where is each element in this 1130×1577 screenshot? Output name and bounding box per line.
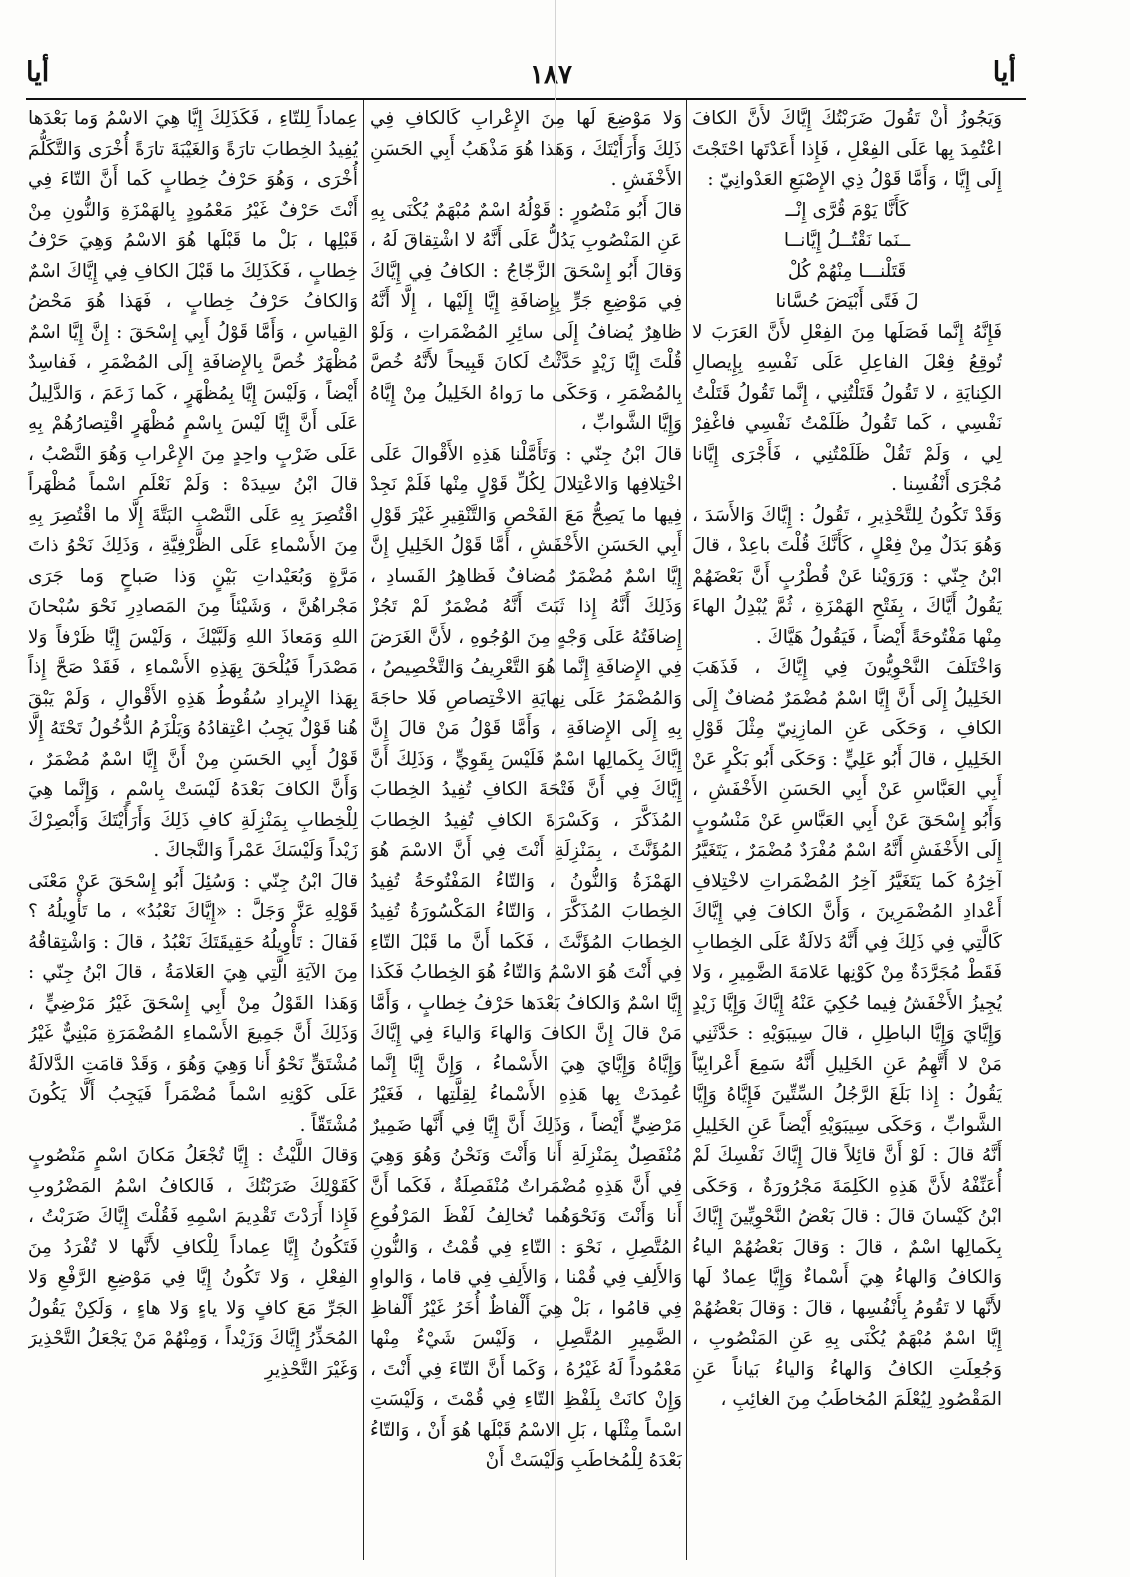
header-rule — [26, 98, 1026, 100]
page-header — [0, 56, 1130, 92]
verse-line: قَتَلْنـــا مِنْهُمْ كُلْ — [787, 260, 907, 282]
paragraph: عِماداً لِلتّاءِ ، فَكَذَلِكَ إِيَّا هِيَ الاسْمُ وَما بَعْدَها يُفِيدُ الخِطابَ تارَةً وَالغَيْبَةَ تارَةً أُخْرَى وَالتَّكَلُّمَ أُخْرَى ، وَهُوَ حَرْفُ خِطابٍ كَما أَنَّ التّاءَ فِي أَنْتَ حَرْفٌ غَيْرُ مَعْمُودٍ بِالهَمْزَةِ وَالنُّونِ مِنْ قَبْلِها ، بَلْ ما قَبْلَها هُوَ الاسْمُ وَهِيَ حَرْفُ خِطابٍ ، فَكَذَلِكَ ما قَبْلَ الكافِ فِي إِيَّاكَ اسْمٌ وَالكافُ حَرْفُ خِطابٍ ، فَهَذا هُوَ مَحْضُ القِياسِ ، وَأَمَّا قَوْلُ أَبِي إِسْحَقَ : إِنَّ إِيَّا اسْمٌ مُظْهَرٌ خُصَّ بِالإِضافَةِ إِلَى المُضْمَرِ ، فَفاسِدٌ أَيْضاً ، وَلَيْسَ إِيَّا بِمُظْهَرٍ ، كَما زَعَمَ ، وَالدَّلِيلُ عَلَى أَنَّ إِيَّا لَيْسَ بِاسْمٍ مُظْهَرٍ اقْتِصارُهُمْ بِهِ عَلَى ضَرْبٍ واحِدٍ مِنَ الإِعْرابِ وَهُوَ النَّصْبُ ، قالَ ابْنُ سِيدَهْ : وَلَمْ نَعْلَمِ اسْماً مُظْهَراً اقْتُصِرَ بِهِ عَلَى النَّصْبِ البَتَّةَ إِلَّا ما اقْتُصِرَ بِهِ مِنَ الأَسْماءِ عَلَى الظَّرْفِيَّةِ ، وَذَلِكَ نَحْوُ ذاتَ مَرَّةٍ وَبُعَيْداتِ بَيْنٍ وَذا صَباحٍ وَما جَرَى مَجْراهُنَّ ، وَشَيْئاً مِنَ المَصادِرِ نَحْوَ سُبْحانَ اللهِ وَمَعاذَ اللهِ وَلَبَّيْكَ ، وَلَيْسَ إِيَّا ظَرْفاً وَلا مَصْدَراً فَيُلْحَقَ بِهَذِهِ الأَسْماءِ ، فَقَدْ صَحَّ إِذاً بِهَذا الإِيرادِ سُقُوطُ هَذِهِ الأَقْوالِ ، وَلَمْ يَبْقَ هُنا قَوْلٌ يَجِبُ اعْتِقادُهُ وَيَلْزَمُ الدُّخُولُ تَحْتَهُ إِلَّا قَوْلُ أَبِي الحَسَنِ مِنْ أَنَّ إِيَّا اسْمٌ مُضْمَرٌ ، وَأَنَّ الكافَ بَعْدَهُ لَيْسَتْ بِاسْمٍ ، وَإِنَّما هِيَ لِلْخِطابِ بِمَنْزِلَةِ كافِ ذَلِكَ وَأَرَأَيْتَكَ وَأَبْصِرْكَ زَيْداً وَلَيْسَكَ عَمْراً وَالنَّجاكَ . — [28, 108, 358, 861]
text-column-left — [28, 104, 358, 1554]
paragraph: قالَ أَبُو مَنْصُورٍ : قَوْلُهُ اسْمٌ مُبْهَمٌ يُكْنَى بِهِ عَنِ المَنْصُوبِ يَدُلُّ عَلَى أَنَّهُ لا اشْتِقاقَ لَهُ ، وَقالَ أَبُو إِسْحَقَ الزَّجّاجُ : الكافُ فِي إِيَّاكَ فِي مَوْضِعِ جَرٍّ بِإِضافَةِ إِيَّا إِلَيْها ، إِلَّا أَنَّهُ ظاهِرٌ يُضافُ إِلَى سائِرِ المُضْمَراتِ ، وَلَوْ قُلْتَ إِيَّا زَيْدٍ حَدَّثْتُ لَكانَ قَبِيحاً لأَنَّهُ خُصَّ بِالمُضْمَرِ ، وَحَكَى ما رَواهُ الخَلِيلُ مِنْ إِيَّاهُ وَإِيَّا الشَّوابِّ ، — [370, 199, 682, 434]
running-headword-right: أيا — [992, 57, 1016, 88]
paragraph: وَقالَ اللَّيْثُ : إِيَّا تُجْعَلُ مَكانَ اسْمٍ مَنْصُوبٍ كَقَوْلِكَ ضَرَبْتُكَ ، فَالكافُ اسْمُ المَضْرُوبِ فَإِذا أَرَدْتَ تَقْدِيمَ اسْمِهِ فَقُلْتَ إِيَّاكَ ضَرَبْتُ ، فَتَكُونُ إِيَّا عِماداً لِلْكافِ لأَنَّها لا تُفْرَدُ مِنَ الفِعْلِ ، وَلا تَكُونُ إِيَّا فِي مَوْضِعِ الرَّفْعِ وَلا الجَرِّ مَعَ كافٍ وَلا ياءٍ وَلا هاءٍ ، وَلَكِنْ يَقُولُ المُحَذِّرُ إِيَّاكَ وَزَيْداً ، وَمِنْهُمْ مَنْ يَجْعَلُ التَّحْذِيرَ وَغَيْرَ التَّحْذِيرِ — [28, 1145, 358, 1380]
paragraph: وَاخْتَلَفَ النَّحْوِيُّونَ فِي إِيَّاكَ ، فَذَهَبَ الخَلِيلُ إِلَى أَنَّ إِيَّا اسْمٌ مُضْمَرٌ مُضافٌ إِلَى الكافِ ، وَحَكَى عَنِ المازِنِيّ مِثْلَ قَوْلِ الخَلِيلِ ، قالَ أَبُو عَلِيٍّ : وَحَكَى أَبُو بَكْرٍ عَنْ أَبِي العَبَّاسِ عَنْ أَبِي الحَسَنِ الأَخْفَشِ ، وَأَبُو إِسْحَقَ عَنْ أَبِي العَبَّاسِ عَنْ مَنْسُوبٍ إِلَى الأَخْفَشِ أَنَّهُ اسْمٌ مُفْرَدٌ مُضْمَرٌ ، يَتَغَيَّرُ آخِرُهُ كَما يَتَغَيَّرُ آخِرُ المُضْمَراتِ لاخْتِلافِ أَعْدادِ المُضْمَرِينَ ، وَأَنَّ الكافَ فِي إِيَّاكَ كَالَّتِي فِي ذَلِكَ فِي أَنَّهُ دَلالَةٌ عَلَى الخِطابِ فَقَطْ مُجَرَّدَةٌ مِنْ كَوْنِها عَلامَةَ الضَّمِيرِ ، وَلا يُجِيزُ الأَخْفَشُ فِيما حُكِيَ عَنْهُ إِيَّاكَ وَإِيَّا زَيْدٍ وَإِيَّايَ وَإِيَّا الباطِلِ ، قالَ سِيبَوَيْهِ : حَدَّثَنِي مَنْ لا أَتَّهِمُ عَنِ الخَلِيلِ أَنَّهُ سَمِعَ أَعْرابِيّاً يَقُولُ : إِذا بَلَغَ الرَّجُلُ السِّتِّينَ فَإِيَّاهُ وَإِيَّا الشَّوابِّ ، وَحَكَى سِيبَوَيْهِ أَيْضاً عَنِ الخَلِيلِ أَنَّهُ قالَ : لَوْ أَنَّ قائِلاً قالَ إِيَّاكَ نَفْسِكَ لَمْ أُعَنِّفْهُ لأَنَّ هَذِهِ الكَلِمَةَ مَجْرُورَةٌ ، وَحَكَى ابْنُ كَيْسانَ قالَ : قالَ بَعْضُ النَّحْوِيِّينَ إِيَّاكَ بِكَمالِها اسْمٌ ، قالَ : وَقالَ بَعْضُهُمْ الياءُ وَالكافُ وَالهاءُ هِيَ أَسْماءٌ وَإِيَّا عِمادٌ لَها لأَنَّها لا تَقُومُ بِأَنْفُسِها ، قالَ : وَقالَ بَعْضُهُمْ إِيَّا اسْمٌ مُبْهَمٌ يُكْنَى بِهِ عَنِ المَنْصُوبِ ، وَجُعِلَتِ الكافُ وَالهاءُ وَالياءُ بَياناً عَنِ المَقْصُودِ لِيُعْلَمَ المُخاطَبُ مِنَ الغائِبِ ، — [692, 657, 1002, 1410]
paragraph: فَإِنَّهُ إِنَّما فَصَلَها مِنَ الفِعْلِ لأَنَّ العَرَبَ لا تُوقِعُ فِعْلَ الفاعِلِ عَلَى نَفْسِهِ بِإِيصالِ الكِنايَةِ ، لا تَقُولُ قَتَلْتُنِي ، إِنَّما تَقُولُ قَتَلْتُ نَفْسِي ، كَما تَقُولُ ظَلَمْتُ نَفْسِي فاغْفِرْ لِي ، وَلَمْ تَقُلْ ظَلَمْتُنِي ، فَأَجْرَى إِيَّانا مُجْرَى أَنْفُسِنا . — [692, 321, 1002, 495]
running-headword-left: أيا — [26, 57, 50, 88]
paragraph: قالَ ابْنُ جِنّي : وَتَأَمَّلْنا هَذِهِ الأَقْوالَ عَلَى اخْتِلافِها وَالاعْتِلالَ لِكُلِّ قَوْلٍ مِنْها فَلَمْ نَجِدْ فِيها ما يَصِحُّ مَعَ الفَحْصِ وَالتَّنْقِيرِ غَيْرَ قَوْلِ أَبِي الحَسَنِ الأَخْفَشِ ، أَمَّا قَوْلُ الخَلِيلِ إِنَّ إِيَّا اسْمٌ مُضْمَرٌ مُضافٌ فَظاهِرُ الفَسادِ ، وَذَلِكَ أَنَّهُ إِذا ثَبَتَ أَنَّهُ مُضْمَرٌ لَمْ تَجُزْ إِضافَتُهُ عَلَى وَجْهٍ مِنَ الوُجُوهِ ، لأَنَّ الغَرَضَ فِي الإِضافَةِ إِنَّما هُوَ التَّعْرِيفُ وَالتَّخْصِيصُ ، وَالمُضْمَرُ عَلَى نِهايَةِ الاخْتِصاصِ فَلا حاجَةَ بِهِ إِلَى الإِضافَةِ ، وَأَمَّا قَوْلُ مَنْ قالَ إِنَّ إِيَّاكَ بِكَمالِها اسْمٌ فَلَيْسَ بِقَوِيٍّ ، وَذَلِكَ أَنَّ إِيَّاكَ فِي أَنَّ فَتْحَةَ الكافِ تُفِيدُ الخِطابَ المُذَكَّرَ ، وَكَسْرَةَ الكافِ تُفِيدُ الخِطابَ المُؤَنَّثَ ، بِمَنْزِلَةِ أَنْتَ فِي أَنَّ الاسْمَ هُوَ الهَمْزَةُ وَالنُّونُ ، وَالتّاءُ المَفْتُوحَةُ تُفِيدُ الخِطابَ المُذَكَّرَ ، وَالتّاءُ المَكْسُورَةُ تُفِيدُ الخِطابَ المُؤَنَّثَ ، فَكَما أَنَّ ما قَبْلَ التّاءِ فِي أَنْتَ هُوَ الاسْمُ وَالتّاءُ هُوَ الخِطابُ فَكَذا إِيَّا اسْمٌ وَالكافُ بَعْدَها حَرْفُ خِطابٍ ، وَأَمَّا مَنْ قالَ إِنَّ الكافَ وَالهاءَ وَالياءَ فِي إِيَّاكَ وَإِيَّاهُ وَإِيَّايَ هِيَ الأَسْماءُ ، وَإِنَّ إِيَّا إِنَّما عُمِدَتْ بِها هَذِهِ الأَسْماءُ لِقِلَّتِها ، فَغَيْرُ مَرْضِيٍّ أَيْضاً ، وَذَلِكَ أَنَّ إِيَّا فِي أَنَّها ضَمِيرٌ مُنْفَصِلٌ بِمَنْزِلَةِ أَنا وَأَنْتَ وَنَحْنُ وَهُوَ وَهِيَ فِي أَنَّ هَذِهِ مُضْمَراتٌ مُنْفَصِلَةٌ ، فَكَما أَنَّ أَنا وَأَنْتَ وَنَحْوَهُما تُخالِفُ لَفْظَ المَرْفُوعِ المُتَّصِلِ ، نَحْوَ : التّاءِ فِي قُمْتُ ، وَالنُّونِ وَالأَلِفِ فِي قُمْنا ، وَالأَلِفِ فِي قاما ، وَالواوِ فِي قامُوا ، بَلْ هِيَ أَلْفاظٌ أُخَرُ غَيْرُ أَلْفاظِ الضَّمِيرِ المُتَّصِلِ ، وَلَيْسَ شَيْءٌ مِنْها مَعْمُوداً لَهُ غَيْرُهُ ، وَكَما أَنَّ التّاءَ فِي أَنْتَ ، وَإِنْ كانَتْ بِلَفْظِ التّاءِ فِي قُمْتَ ، وَلَيْسَتِ اسْماً مِثْلَها ، بَلِ الاسْمُ قَبْلَها هُوَ أَنْ ، وَالتّاءُ بَعْدَهُ لِلْمُخاطَبِ وَلَيْسَتْ أَنْ — [370, 443, 682, 1471]
text-column-middle — [370, 104, 682, 1554]
text-column-right — [692, 104, 1002, 1554]
verse-line: لَ فَتًى أَبْيَضَ حُسَّانا — [775, 291, 919, 312]
paragraph: وَلا مَوْضِعَ لَها مِنَ الإِعْرابِ كَالكافِ فِي ذَلِكَ وَأَرَأَيْتَكَ ، وَهَذا هُوَ مَذْهَبُ أَبِي الحَسَنِ الأَخْفَشِ . — [370, 108, 682, 190]
column-separator-right — [686, 100, 687, 1560]
poem-verse — [692, 196, 1002, 318]
column-separator-left — [363, 100, 364, 1560]
page-number: ١٨٧ — [530, 60, 572, 90]
paragraph: وَقَدْ تَكُونُ لِلتَّحْذِيرِ ، تَقُولُ : إِيَّاكَ وَالأَسَدَ ، وَهُوَ بَدَلٌ مِنْ فِعْلٍ ، كَأَنَّكَ قُلْتَ باعِدْ ، قالَ ابْنُ جِنّي : وَرَوَيْنا عَنْ قُطْرُبٍ أَنَّ بَعْضَهُمْ يَقُولُ أَيَّاكَ ، بِفَتْحِ الهَمْزَةِ ، ثُمَّ يُبْدِلُ الهاءَ مِنْها مَفْتُوحَةً أَيْضاً ، فَيَقُولُ هَيَّاكَ . — [692, 504, 1002, 648]
paragraph: وَيَجُوزُ أَنْ تَقُولَ ضَرَبْتُكَ إِيَّاكَ لأَنَّ الكافَ اعْتُمِدَ بِها عَلَى الفِعْلِ ، فَإِذا أَعَدْتَها احْتَجْتَ إِلَى إِيَّا ، وَأَمَّا قَوْلُ ذِي الإِصْبَعِ العَدْوانِيّ : — [692, 108, 1002, 190]
paragraph: قالَ ابْنُ جِنّي : وَسُئِلَ أَبُو إِسْحَقَ عَنْ مَعْنَى قَوْلِهِ عَزَّ وَجَلَّ : «إِيَّاكَ نَعْبُدُ» ، ما تَأْوِيلُهُ ؟ فَقالَ : تَأْوِيلُهُ حَقِيقَتَكَ نَعْبُدُ ، قالَ : وَاشْتِقاقُهُ مِنَ الآيَةِ الَّتِي هِيَ العَلامَةُ ، قالَ ابْنُ جِنّي : وَهَذا القَوْلُ مِنْ أَبِي إِسْحَقَ غَيْرُ مَرْضِيٍّ ، وَذَلِكَ أَنَّ جَمِيعَ الأَسْماءِ المُضْمَرَةِ مَبْنِيٌّ غَيْرُ مُشْتَقٍّ نَحْوُ أَنا وَهِيَ وَهُوَ ، وَقَدْ قامَتِ الدَّلالَةُ عَلَى كَوْنِهِ اسْماً مُضْمَراً فَيَجِبُ أَلَّا يَكُونَ مُشْتَقّاً . — [28, 870, 358, 1136]
verse-line: ــنَما نَقْتُــلُ إِيَّانــا — [783, 230, 911, 251]
verse-line: كَأَنَّا يَوْمَ قُرَّى إِنْــ — [785, 199, 909, 221]
